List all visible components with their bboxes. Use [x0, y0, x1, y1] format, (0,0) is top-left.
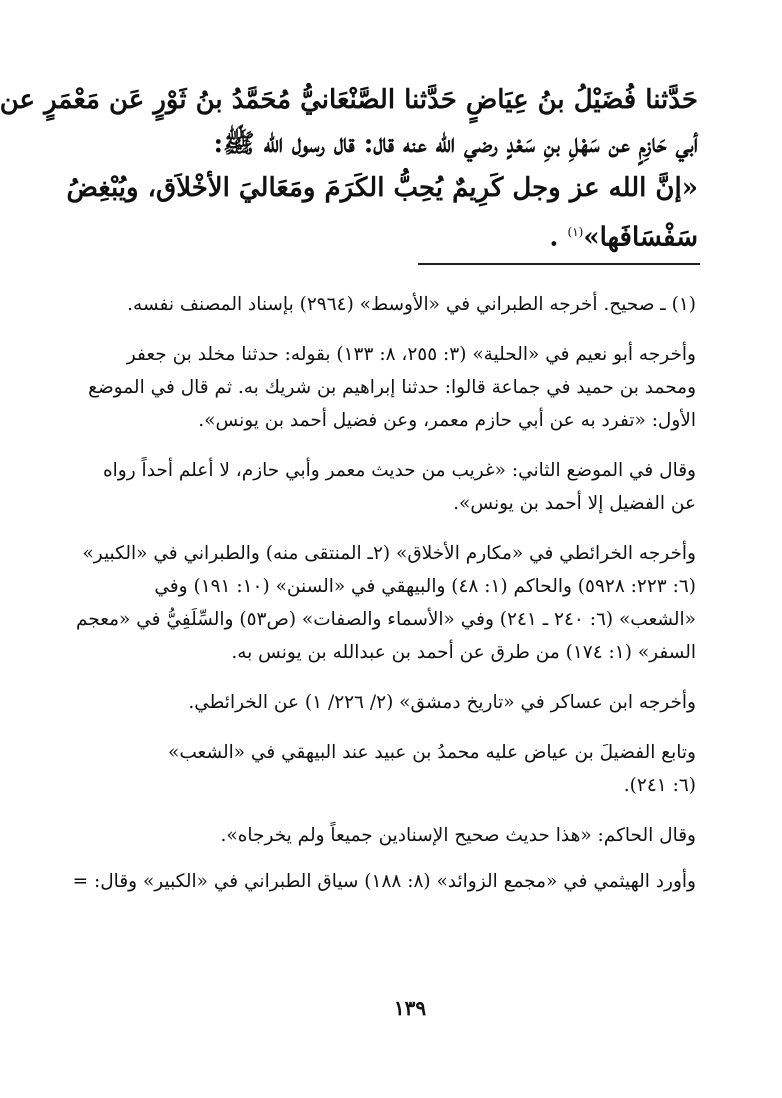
- footnote-paragraph: [72, 865, 696, 898]
- footnote-paragraph: [88, 338, 696, 437]
- footnotes: [72, 288, 696, 898]
- footnote-line: وأخرجه أبو نعيم في «الحلية» (٣: ٢٥٥، ٨: ١٣٣) بقوله: حدثنا مخلد بن جعفر: [126, 344, 696, 365]
- footnote-line: الأول: «تفرد به عن أبي حازم معمر، وعن فضيل أحمد بن يونس».: [198, 410, 696, 431]
- footnote-line: وأخرجه الخرائطي في «مكارم الأخلاق» (٢ـ المنتقى منه) والطبراني في «الكبير»: [82, 543, 696, 564]
- footnote-line: «الشعب» (٦: ٢٤٠ ـ ٢٤١) وفي «الأسماء والصفات» (ص٥٣) والسِّلَفِيُّ في «معجم: [75, 609, 696, 630]
- footnote-paragraph: [120, 819, 696, 852]
- hadith-line-last: [120, 210, 698, 260]
- footnote-paragraph: [75, 537, 696, 669]
- hadith-line: أبي حَازِمٍ عن سَهْلِ بنِ سَعْدٍ رضي الله عنه قال: قال رسول الله ﷺ:: [213, 129, 698, 159]
- hadith-text: [0, 78, 698, 260]
- hadith-line-text: سَفْسَافَها»: [583, 222, 698, 253]
- footnote-line: عن الفضيل إلا أحمد بن يونس».: [453, 493, 696, 514]
- hadith-end-mark: .: [549, 222, 559, 253]
- footnote-line: السفر» (١: ١٧٤) من طرق عن أحمد بن عبدالله بن يونس به.: [231, 642, 696, 663]
- footnote-separator: [418, 263, 700, 265]
- footnote-line: (٦: ٢٤١).: [623, 775, 696, 796]
- footnote-line: ومحمد بن حميد في جماعة قالوا: حدثنا إبراهيم بن شريك به. ثم قال في الموضع: [88, 377, 696, 398]
- footnote-reference: (١): [567, 225, 584, 239]
- footnote-line: وقال الحاكم: «هذا حديث صحيح الإسنادين جميعاً ولم يخرجاه».: [220, 825, 696, 846]
- footnote-line: وقال في الموضع الثاني: «غريب من حديث معمر وأبي حازم، لا أعلم أحداً رواه: [102, 460, 696, 481]
- footnote-line: وأخرجه ابن عساكر في «تاريخ دمشق» (٢/ ٢٢٦/ ١) عن الخرائطي.: [188, 692, 696, 713]
- hadith-line: حَدَّثنا فُضَيْلُ بنُ عِيَاضٍ حَدَّثنا الصَّنْعَانيُّ مُحَمَّدُ بنُ ثَوْرٍ عَن مَعْمَرٍ عن: [0, 85, 698, 115]
- footnote-line: وأورد الهيثمي في «مجمع الزوائد» (٨: ١٨٨) سياق الطبراني في «الكبير» وقال: =: [72, 871, 696, 892]
- footnote-line: (١) ـ صحيح. أخرجه الطبراني في «الأوسط» (٢٩٦٤) بإسناد المصنف نفسه.: [127, 294, 696, 315]
- footnote-paragraph: [120, 736, 696, 802]
- footnote-paragraph: [102, 454, 696, 520]
- footnote-paragraph: [120, 288, 696, 321]
- footnote-line: (٦: ٢٢٣: ٥٩٢٨) والحاكم (١: ٤٨) والبيهقي في «السنن» (١٠: ١٩١) وفي: [154, 576, 696, 597]
- footnote-line: وتابع الفضيلَ بن عياض عليه محمدُ بن عبيد عند البيهقي في «الشعب»: [168, 742, 696, 763]
- hadith-line: «إنَّ الله عز وجل كَرِيمٌ يُحِبُّ الكَرَمَ ومَعَاليَ الأخْلاَق، ويُبْغِضُ: [66, 173, 698, 203]
- footnote-paragraph: [120, 686, 696, 719]
- page-number: ١٣٩: [393, 996, 427, 1020]
